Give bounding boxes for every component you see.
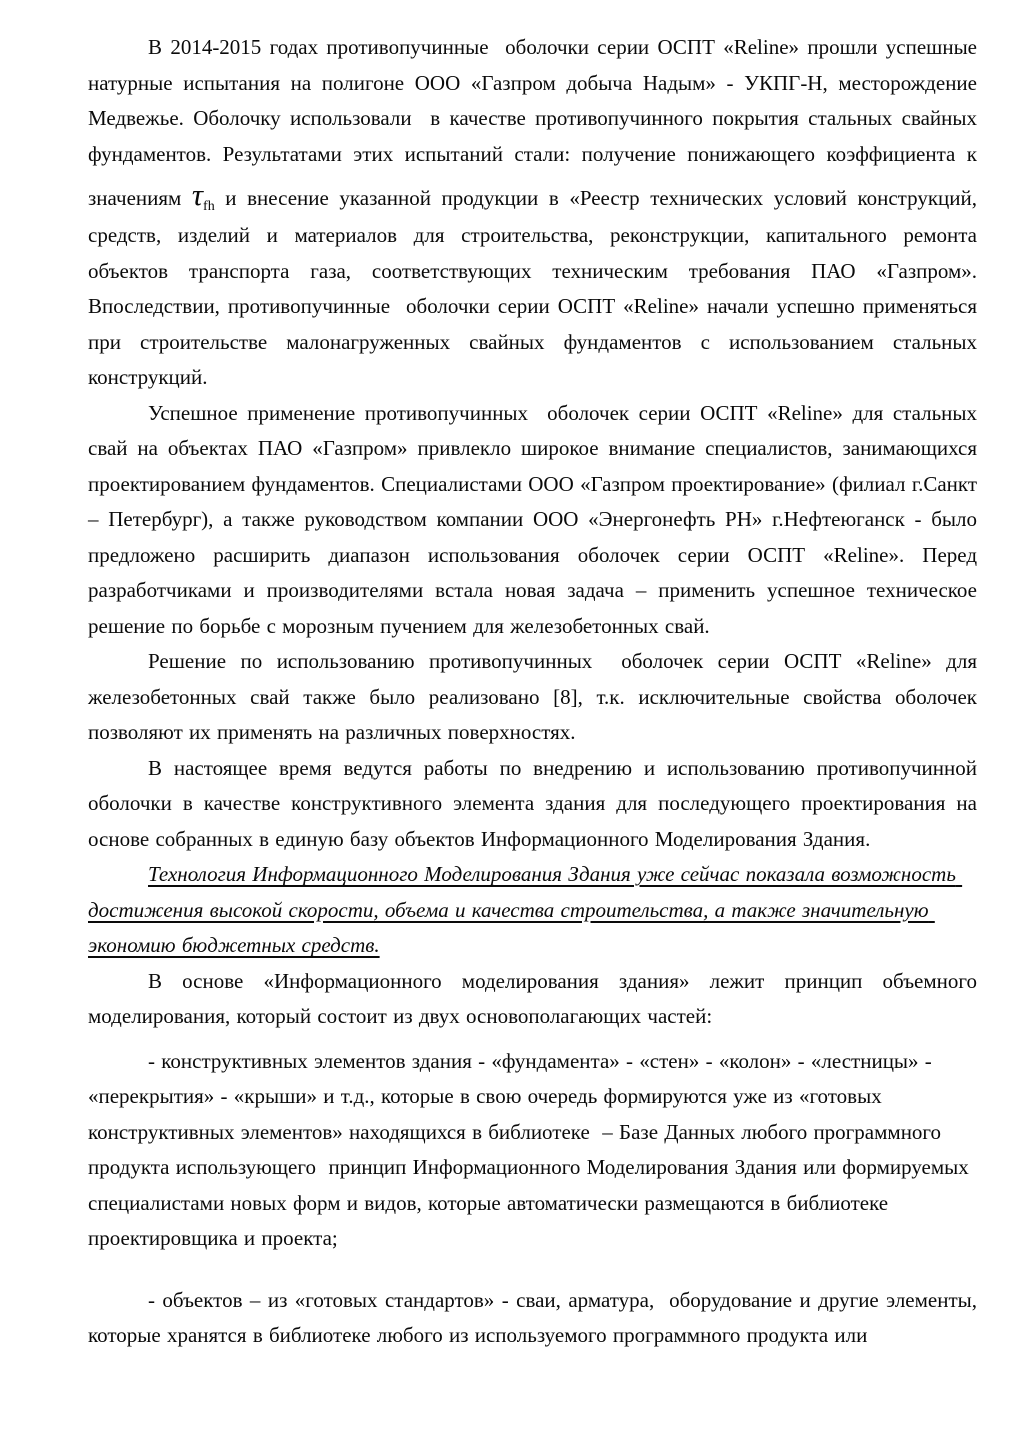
paragraph-bim-integration: В настоящее время ведутся работы по внедрению и использованию противопучинной оболочки в качестве конструктивного элемента здания для последующего проектирования на основе собранных в единую базу объектов Информационного Моделирования Здания. <box>88 755 984 851</box>
list-item-structural-elements: - конструктивных элементов здания - «фундамента» - «стен» - «колон» - «лестницы» - «перекрытия» - «крыши» и т.д., которые в свою очередь формируются уже из «готовых конструктивных элементов» находящихся в библиотеке – Базе Данных любого программного продукта использующего принцип Информационного Моделирования Здания или формируемых специалистами новых форм и видов, которые автоматически размещаются в библиотеке проектировщика и проекта; <box>88 1048 976 1250</box>
paragraph-reinforced-concrete-piles: Решение по использованию противопучинных оболочек серии ОСПТ «Reline» для железобетонных свай также было реализовано [8], т.к. исключительные свойства оболочек позволяют их применять на различных поверхностях. <box>88 649 984 744</box>
document-body <box>88 30 984 1354</box>
paragraph-ospt-field-tests <box>88 30 984 396</box>
paragraph-text-before-tau: В 2014-2015 годах противопучинные оболочки серии ОСПТ «Reline» прошли успешные натурные испытания на полигоне ООО «Газпром добыча Надым» - УКПГ-Н, месторождение Медвежье. Оболочку использовали в качестве противопучинного покрытия стальных свайных фундаментов. Результатами этих испытаний стали: получение понижающего коэффициента к значениям <box>88 35 984 210</box>
tau-symbol: τ <box>191 177 204 212</box>
tau-subscript-fh: fh <box>203 199 215 215</box>
paragraph-text-after-tau: и внесение указанной продукции в «Реестр технических условий конструкций, средств, изделий и материалов для строительства, реконструкции, капитального ремонта объектов транспорта газа, соответствующих техническим требования ПАО «Газпром». Впоследствии, противопучинные оболочки серии ОСПТ «Reline» начали успешно применяться при строительстве малонагруженных свайных фундаментов с использованием стальных конструкций. <box>88 186 984 389</box>
paragraph-bim-technology-emphasis: Технология Информационного Моделирования Здания уже сейчас показала возможность достижения высокой скорости, объема и качества строительства, а также значительную экономию бюджетных средств. <box>88 862 963 957</box>
paragraph-bim-principle: В основе «Информационного моделирования здания» лежит принцип объемного моделирования, который состоит из двух основополагающих частей: <box>88 968 984 1028</box>
paragraph-application-expansion: Успешное применение противопучинных оболочек серии ОСПТ «Reline» для стальных свай на объектах ПАО «Газпром» привлекло широкое внимание специалистов, занимающихся проектированием фундаментов. Специалистами ООО «Газпром проектирование» (филиал г.Санкт – Петербург), а также руководством компании ООО «Энергонефть РН» г.Нефтеюганск - было предложено расширить диапазон использования оболочек серии ОСПТ «Reline». Перед разработчиками и производителями встала новая задача – применить успешное техническое решение по борьбе с морозным пучением для железобетонных свай. <box>88 400 984 638</box>
list-item-objects: - объектов – из «готовых стандартов» - сваи, арматура, оборудование и другие элементы, которые хранятся в библиотеке любого из используемого программного продукта или <box>88 1287 984 1347</box>
